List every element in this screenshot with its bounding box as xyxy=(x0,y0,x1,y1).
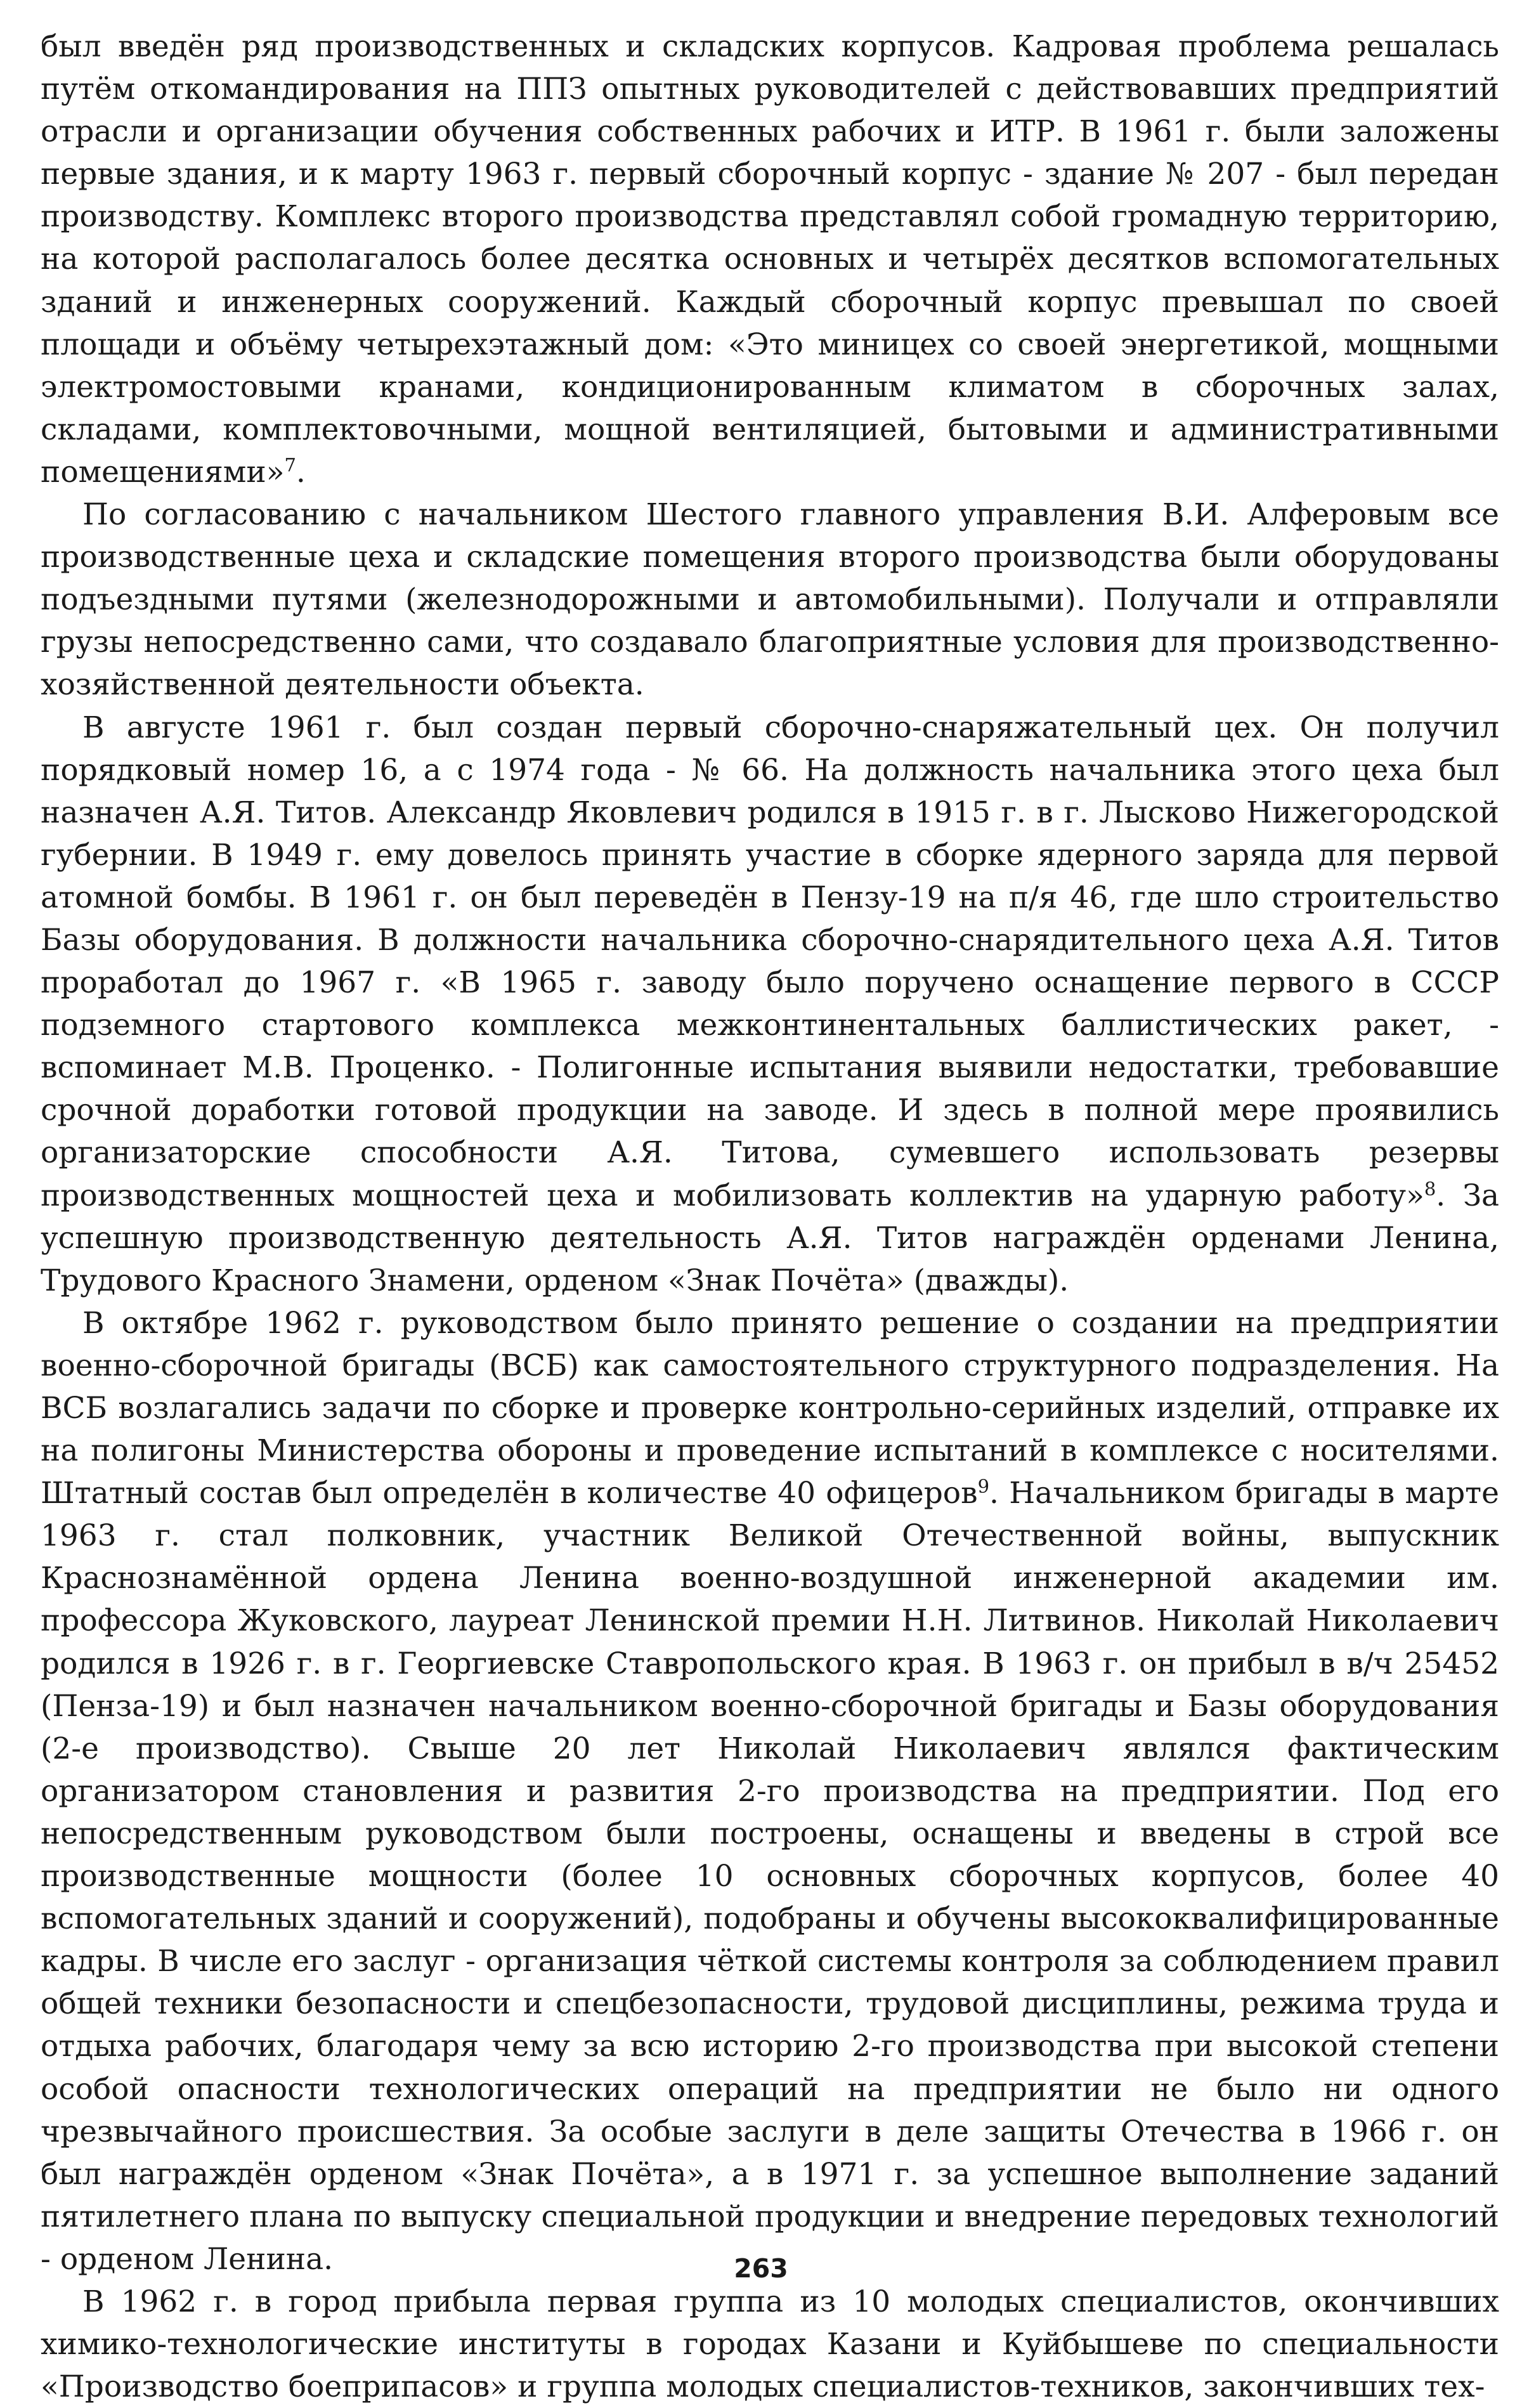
paragraph-2-text: По согласованию с начальником Шестого главного управления В.И. Алферовым все производственные цеха и складские помещения второго производства были оборудованы подъездными путями (железнодорожными и автомобильными). Получали и отправляли грузы непосредственно сами, что создавало благоприятные условия для производственно-хозяйственной деятельности объекта. xyxy=(41,497,1499,703)
paragraph-2 xyxy=(41,493,1499,706)
paragraph-1 xyxy=(41,25,1499,493)
paragraph-5 xyxy=(41,2281,1499,2408)
paragraph-3-text-end: . За успешную производственную деятельность А.Я. Титов награждён орденами Ленина, Трудового Красного Знамени, орденом «Знак Почёта» (дважды). xyxy=(41,1178,1500,1298)
paragraph-5-text: В 1962 г. в город прибыла первая группа из 10 молодых специалистов, окончивших химико-технологические институты в городах Казани и Куйбышеве по специальности «Производство боеприпасов» и группа молодых специалистов-техников, закончивших тех- xyxy=(41,2284,1499,2405)
footnote-ref-8: 8 xyxy=(1424,1177,1436,1199)
page-number: 263 xyxy=(734,2253,788,2284)
paragraph-3 xyxy=(41,706,1499,1302)
paragraph-3-text: В августе 1961 г. был создан первый сборочно-снаряжательный цех. Он получил порядковый номер 16, а с 1974 года - № 66. На должность начальника этого цеха был назначен А.Я. Титов. Александр Яковлевич родился в 1915 г. в г. Лысково Нижегородской губернии. В 1949 г. ему довелось принять участие в сборке ядерного заряда для первой атомной бомбы. В 1961 г. он был переведён в Пензу-19 на п/я 46, где шло строительство Базы оборудования. В должности начальника сборочно-снарядительного цеха А.Я. Титов проработал до 1967 г. «В 1965 г. заводу было поручено оснащение первого в СССР подземного стартового комплекса межконтинентальных баллистических ракет, - вспоминает М.В. Проценко. - Полигонные испытания выявили недостатки, требовавшие срочной доработки готовой продукции на заводе. И здесь в полной мере проявились организаторские способности А.Я. Титова, сумевшего использовать резервы производственных мощностей цеха и мобилизовать коллектив на ударную работу» xyxy=(41,710,1499,1213)
paragraph-4-text: В октябре 1962 г. руководством было принято решение о создании на предприятии военно-сборочной бригады (ВСБ) как самостоятельного структурного подразделения. На ВСБ возлагались задачи по сборке и проверке контрольно-серийных изделий, отправке их на полигоны Министерства обороны и проведение испытаний в комплексе с носителями. Штатный состав был определён в количестве 40 офицеров xyxy=(41,1305,1499,1511)
paragraph-4-text-end: . Начальником бригады в марте 1963 г. стал полковник, участник Великой Отечественной войны, выпускник Краснознамённой ордена Ленина военно-воздушной инженерной академии им. профессора Жуковского, лауреат Ленинской премии Н.Н. Литвинов. Николай Николаевич родился в 1926 г. в г. Георгиевске Ставропольского края. В 1963 г. он прибыл в в/ч 25452 (Пенза-19) и был назначен начальником военно-сборочной бригады и Базы оборудования (2-е производство). Свыше 20 лет Николай Николаевич являлся фактическим организатором становления и развития 2-го производства на предприятии. Под его непосредственным руководством были построены, оснащены и введены в строй все производственные мощности (более 10 основных сборочных корпусов, более 40 вспомогательных зданий и сооружений), подобраны и обучены высококвалифицированные кадры. В числе его заслуг - организация чёткой системы контроля за соблюдением правил общей техники безопасности и спецбезопасности, трудовой дисциплины, режима труда и отдыха рабочих, благодаря чему за всю историю 2-го производства при высокой степени особой опасности технологических операций на предприятии не было ни одного чрезвычайного происшествия. За особые заслуги в деле защиты Отечества в 1966 г. он был награждён орденом «Знак Почёта», а в 1971 г. за успешное выполнение заданий пятилетнего плана по выпуску специальной продукции и внедрение передовых технологий - орденом Ленина. xyxy=(41,1476,1499,2277)
paragraph-1-text: был введён ряд производственных и складских корпусов. Кадровая проблема решалась путём откомандирования на ППЗ опытных руководителей с действовавших предприятий отрасли и организации обучения собственных рабочих и ИТР. В 1961 г. были заложены первые здания, и к марту 1963 г. первый сборочный корпус - здание № 207 - был передан производству. Комплекс второго производства представлял собой громадную территорию, на которой располагалось более десятка основных и четырёх десятков вспомогательных зданий и инженерных сооружений. Каждый сборочный корпус превышал по своей площади и объёму четырехэтажный дом: «Это миницех со своей энергетикой, мощными электромостовыми кранами, кондиционированным климатом в сборочных залах, складами, комплектовочными, мощной вентиляцией, бытовыми и административными помещениями» xyxy=(41,29,1499,490)
paragraph-1-text-end: . xyxy=(296,454,306,490)
footnote-ref-9: 9 xyxy=(977,1475,990,1497)
footnote-ref-7: 7 xyxy=(284,454,296,476)
paragraph-4 xyxy=(41,1302,1499,2281)
